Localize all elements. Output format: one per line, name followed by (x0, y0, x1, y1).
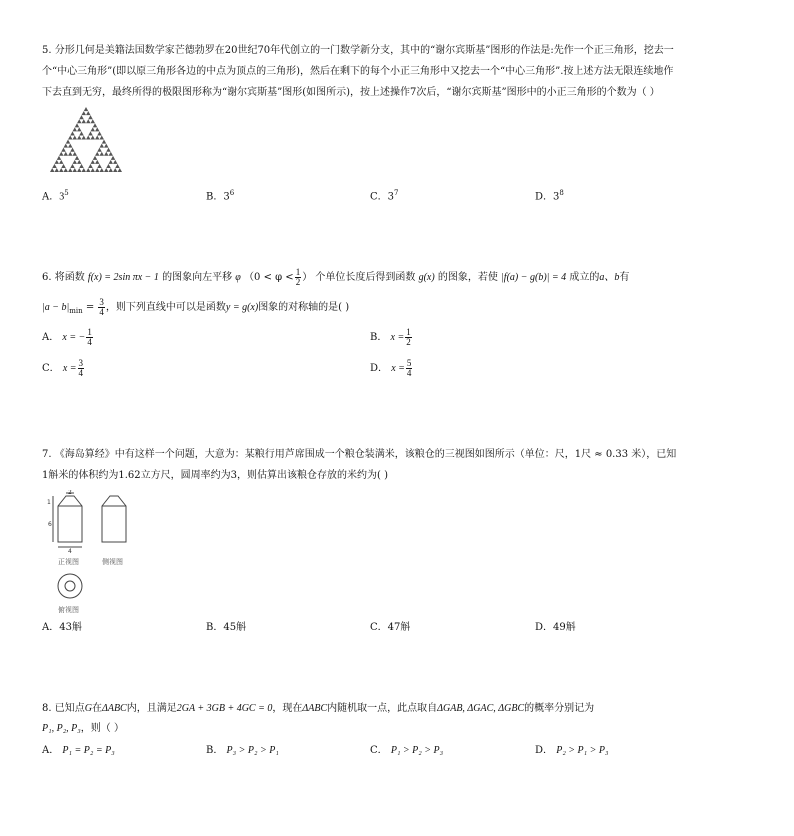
sierpinski-cell (109, 160, 114, 164)
sierpinski-cell (75, 156, 80, 160)
sierpinski-cell (68, 144, 73, 148)
dim-4: 4 (68, 548, 72, 555)
sierpinski-cell (100, 135, 105, 139)
sierpinski-cell (59, 160, 64, 164)
sierpinski-cell (93, 123, 98, 127)
sierpinski-cell (70, 131, 75, 135)
q8-option-b[interactable]: B． P₃ > P₂ > P₁ (206, 745, 279, 756)
q5-option-d[interactable]: D．$3^8$ (535, 189, 564, 203)
sierpinski-cell (82, 119, 87, 123)
sierpinski-figure (48, 106, 124, 174)
q8-option-c[interactable]: C． P₁ > P₂ > P₃ (370, 745, 444, 756)
sierpinski-cell (79, 115, 84, 119)
dim-2: 2 (68, 490, 72, 496)
sierpinski-cell (95, 127, 100, 131)
sierpinski-cell (73, 127, 78, 131)
sierpinski-cell (88, 131, 93, 135)
q7-text-line2: 1斛米的体积约为1.62立方尺，圆周率约为3，则估算出该粮仓存放的米约为( ) (42, 470, 388, 481)
q5-text-line3: 下去直到无穷，最终所得的极限图形称为“谢尔宾斯基”图形(如图所示)，按上述操作7次后，“谢尔宾斯基”图形中的小正三角形的个数为（ ） (42, 87, 660, 98)
sierpinski-cell (102, 140, 107, 144)
sierpinski-cell (91, 168, 96, 172)
q5-option-b[interactable]: B．$3^6$ (206, 189, 235, 203)
q7-option-b[interactable]: B．45斛 (206, 622, 247, 633)
sierpinski-cell (104, 144, 109, 148)
sierpinski-cell (118, 168, 123, 172)
sierpinski-cell (100, 152, 105, 156)
q5-text-line2: 个“中心三角形”(即以原三角形各边的中点为顶点的三角形)，然后在剩下的每个小正三角形中又挖去一个“中心三角形”.按上述方法无限连续地作 (42, 66, 674, 77)
sierpinski-cell (73, 135, 78, 139)
sierpinski-cell (95, 160, 100, 164)
q7-option-a[interactable]: A．43斛 (42, 622, 82, 633)
q6-option-d[interactable]: D． x = $\frac{5}{4}$ (370, 358, 412, 378)
q5-text-line1: 5. 分形几何是美籍法国数学家芒德勃罗在20世纪70年代创立的一门数学新分支，其中的“谢尔宾斯基”图形的作法是:先作一个正三角形，挖去一 (42, 45, 674, 56)
q8-option-a[interactable]: A． P₁ = P₂ = P₃ (42, 745, 115, 756)
q6-text-line2: $|a - b|_{min}$ = $\frac{3}{4}$ ，则下列直线中可以是函数y = g(x)图象的对称轴的是( ) (42, 297, 350, 317)
sierpinski-cell (109, 168, 114, 172)
sierpinski-cell (73, 160, 78, 164)
sierpinski-cell (61, 164, 66, 168)
sierpinski-cell (55, 160, 60, 164)
q6-option-c[interactable]: C． x = $\frac{3}{4}$ (42, 358, 84, 378)
q8-text-line1: 8. 已知点G在ΔABC内，且满足2GA + 3GB + 4GC = 0，现在ΔABC内随机取一点，此点取自ΔGAB, ΔGAC, ΔGBC的概率分别记为 (42, 703, 595, 714)
sierpinski-cell (97, 148, 102, 152)
q8-vector-equation: 2GA + 3GB + 4GC = 0 (176, 703, 273, 714)
q6-min-fraction: $\frac{3}{4}$ (99, 297, 104, 317)
q7-text-line1: 7. 《海岛算经》中有这样一个问题，大意为：某粮行用芦席围成一个粮仓装满米，该粮仓的三视图如图所示（单位：尺，1尺 ≈ 0.33 米），已知 (42, 449, 677, 460)
sierpinski-cell (75, 123, 80, 127)
sierpinski-cell (104, 168, 109, 172)
granary-three-views (42, 490, 142, 618)
sierpinski-cell (82, 168, 87, 172)
sierpinski-cell (59, 152, 64, 156)
q6-function-f: f(x) = 2sin πx − 1 (87, 272, 159, 283)
q7-option-d[interactable]: D．49斛 (535, 622, 576, 633)
sierpinski-cell (86, 119, 91, 123)
sierpinski-cell (70, 164, 75, 168)
sierpinski-cell (86, 111, 91, 115)
sierpinski-cell (64, 168, 69, 172)
sierpinski-cell (64, 152, 69, 156)
sierpinski-cell (91, 160, 96, 164)
sierpinski-cell (91, 127, 96, 131)
q5-option-c[interactable]: C．$3^7$ (370, 189, 399, 203)
sierpinski-cell (59, 168, 64, 172)
top-view-label: 俯视图 (58, 606, 79, 614)
front-view-label: 正视图 (58, 558, 79, 566)
sierpinski-cell (95, 168, 100, 172)
sierpinski-cell (93, 156, 98, 160)
sierpinski-cell (104, 152, 109, 156)
sierpinski-cell (109, 152, 114, 156)
sierpinski-cell (111, 156, 116, 160)
sierpinski-cell (84, 107, 89, 111)
sierpinski-cell (64, 144, 69, 148)
sierpinski-cell (88, 115, 93, 119)
sierpinski-cell (91, 135, 96, 139)
sierpinski-cell (55, 168, 60, 172)
sierpinski-cell (100, 168, 105, 172)
sierpinski-cell (100, 144, 105, 148)
sierpinski-cell (73, 168, 78, 172)
sierpinski-cell (68, 168, 73, 172)
q7-option-c[interactable]: C．47斛 (370, 622, 411, 633)
sierpinski-cell (95, 152, 100, 156)
sierpinski-cell (95, 135, 100, 139)
sierpinski-cell (97, 164, 102, 168)
sierpinski-cell (88, 164, 93, 168)
sierpinski-cell (79, 131, 84, 135)
sierpinski-cell (113, 168, 118, 172)
q6-option-b[interactable]: B． x = $\frac{1}{2}$ (370, 327, 411, 347)
sierpinski-cell (50, 168, 55, 172)
q8-option-d[interactable]: D． P₂ > P₁ > P₃ (535, 745, 609, 756)
sierpinski-cell (73, 152, 78, 156)
front-view (53, 493, 82, 547)
sierpinski-cell (68, 135, 73, 139)
sierpinski-cell (79, 164, 84, 168)
dim-1: 1 (47, 499, 51, 506)
q5-option-a[interactable]: A．$3^5$ (42, 189, 69, 203)
q6-option-a[interactable]: A． x = − $\frac{1}{4}$ (42, 327, 92, 347)
dim-6: 6 (48, 521, 52, 528)
sierpinski-cell (106, 164, 111, 168)
sierpinski-cell (66, 140, 71, 144)
sierpinski-cell (106, 148, 111, 152)
sierpinski-cell (68, 152, 73, 156)
sierpinski-cell (113, 160, 118, 164)
sierpinski-cell (97, 131, 102, 135)
sierpinski-cell (77, 168, 82, 172)
q6-text-line1: 6. 将函数 f(x) = 2sin πx − 1 的图象向左平移 φ （0 < φ < $\frac{1}{2}$ ） 个单位长度后得到函数 g(x) 的图象，若使 |f(a) − g(b)| = 4 成立的a、b有 (42, 267, 630, 287)
sierpinski-cell (91, 119, 96, 123)
sierpinski-cell (77, 119, 82, 123)
sierpinski-cell (61, 148, 66, 152)
sierpinski-cell (86, 135, 91, 139)
top-view (58, 574, 82, 598)
sierpinski-cell (52, 164, 57, 168)
sierpinski-cell (77, 160, 82, 164)
q8-text-line2: P₁, P₂, P₃，则（ ） (42, 723, 124, 734)
sierpinski-cell (82, 111, 87, 115)
sierpinski-cell (77, 135, 82, 139)
side-view (102, 496, 126, 542)
sierpinski-cell (86, 168, 91, 172)
sierpinski-cell (57, 156, 62, 160)
side-view-label: 侧视图 (102, 558, 123, 566)
q6-abs-expression: |f(a) − g(b)| = 4 (501, 272, 567, 283)
sierpinski-cell (77, 127, 82, 131)
sierpinski-cell (70, 148, 75, 152)
sierpinski-cell (82, 135, 87, 139)
q6-cond-fraction: $\frac{1}{2}$ (295, 267, 301, 287)
sierpinski-cell (115, 164, 120, 168)
